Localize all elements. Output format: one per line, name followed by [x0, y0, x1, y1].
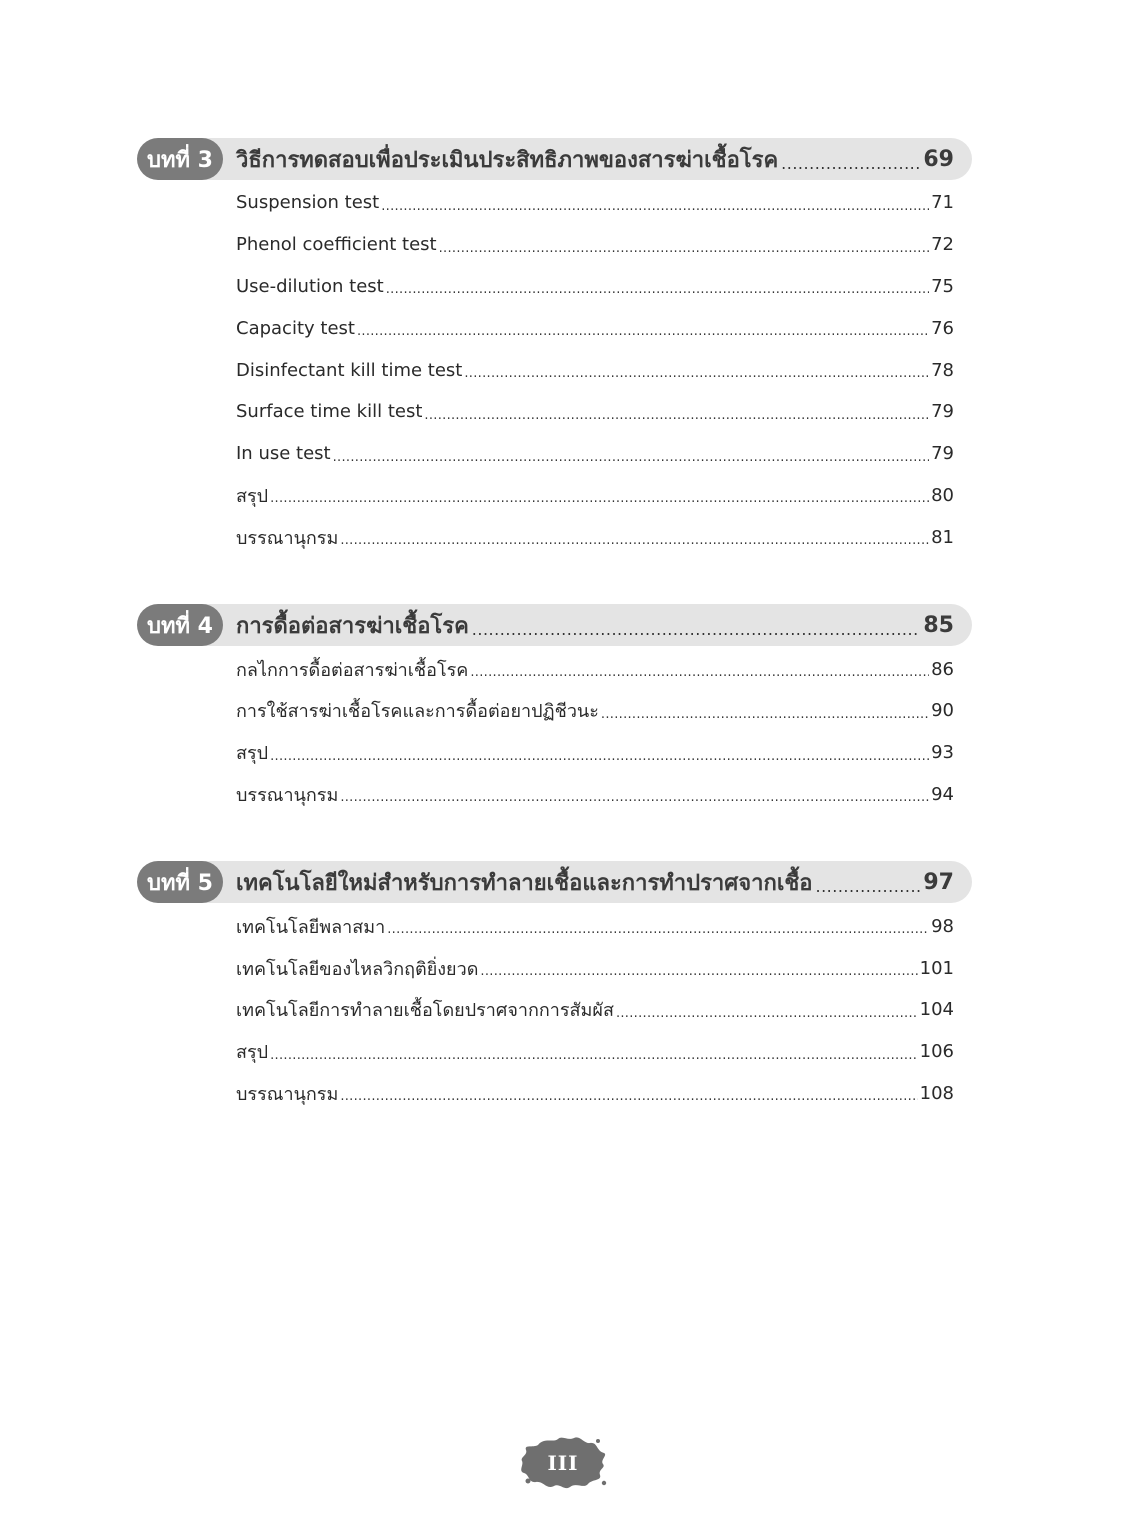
dot-leader [601, 709, 929, 732]
entry-title: บรรณานุกรม [236, 527, 339, 549]
dot-leader [270, 493, 929, 516]
chapter-title: วิธีการทดสอบเพื่อประเมินประสิทธิภาพของสารฆ่าเชื้อโรค [236, 147, 779, 173]
chapter-badge: บทที่ 3 [137, 138, 223, 180]
entry-title: สรุป [236, 485, 269, 507]
entry-title: สรุป [236, 743, 269, 765]
dot-leader [270, 751, 929, 774]
table-of-contents [137, 138, 972, 1160]
entry-page: 108 [919, 1082, 954, 1104]
entry-page: 72 [931, 234, 954, 256]
toc-entry[interactable] [137, 732, 972, 774]
entry-title: Surface time kill test [236, 401, 423, 423]
entry-title: สรุป [236, 1042, 269, 1064]
entry-title: การใช้สารฆ่าเชื้อโรคและการดื้อต่อยาปฏิชีวนะ [236, 701, 599, 723]
entry-title: บรรณานุกรม [236, 1083, 339, 1105]
toc-entry[interactable] [137, 989, 972, 1031]
dot-leader [270, 1050, 918, 1073]
entry-list [137, 648, 972, 815]
dot-leader [357, 326, 929, 349]
entry-page: 78 [931, 359, 954, 381]
entry-page: 104 [919, 999, 954, 1021]
toc-entry[interactable] [137, 1073, 972, 1115]
chapter-header[interactable] [137, 861, 972, 903]
toc-entry[interactable] [137, 349, 972, 391]
dot-leader [781, 158, 920, 180]
entry-page: 94 [931, 783, 954, 805]
entry-page: 98 [931, 915, 954, 937]
entry-page: 75 [931, 275, 954, 297]
entry-title: Capacity test [236, 317, 355, 339]
toc-entry[interactable] [137, 433, 972, 475]
entry-page: 79 [931, 443, 954, 465]
dot-leader [480, 966, 917, 989]
entry-title: บรรณานุกรม [236, 784, 339, 806]
dot-leader [387, 924, 929, 947]
entry-title: Disinfectant kill time test [236, 359, 463, 381]
chapter-3 [137, 138, 972, 558]
chapter-page: 69 [923, 146, 954, 172]
entry-title: In use test [236, 443, 331, 465]
toc-entry[interactable] [137, 905, 972, 947]
page-number: III [547, 1451, 579, 1475]
entry-page: 81 [931, 526, 954, 548]
chapter-page: 97 [923, 869, 954, 895]
toc-entry[interactable] [137, 774, 972, 816]
dot-leader [464, 368, 929, 391]
dot-leader [616, 1008, 918, 1031]
chapter-title: การดื้อต่อสารฆ่าเชื้อโรค [236, 613, 469, 639]
chapter-5 [137, 861, 972, 1114]
dot-leader [340, 1091, 917, 1114]
entry-title: เทคโนโลยีการทำลายเชื้อโดยปราศจากการสัมผัส [236, 1000, 614, 1022]
dot-leader [470, 667, 929, 690]
dot-leader [439, 243, 930, 266]
toc-entry[interactable] [137, 307, 972, 349]
toc-entry[interactable] [137, 182, 972, 224]
dot-leader [424, 410, 929, 433]
page-number-badge [518, 1435, 608, 1491]
entry-title: กลไกการดื้อต่อสารฆ่าเชื้อโรค [236, 659, 469, 681]
entry-page: 76 [931, 317, 954, 339]
entry-page: 101 [919, 957, 954, 979]
chapter-title-row [236, 861, 954, 903]
entry-page: 71 [931, 192, 954, 214]
chapter-title: เทคโนโลยีใหม่สำหรับการทำลายเชื้อและการทำปราศจากเชื้อ [236, 870, 813, 896]
dot-leader [333, 452, 930, 475]
toc-entry[interactable] [137, 648, 972, 690]
chapter-page: 85 [923, 612, 954, 638]
entry-list [137, 182, 972, 558]
entry-list [137, 905, 972, 1114]
dot-leader [381, 201, 929, 224]
entry-page: 93 [931, 742, 954, 764]
toc-entry[interactable] [137, 1031, 972, 1073]
chapter-header[interactable] [137, 138, 972, 180]
entry-page: 106 [919, 1041, 954, 1063]
chapter-badge: บทที่ 5 [137, 861, 223, 903]
toc-entry[interactable] [137, 224, 972, 266]
chapter-badge: บทที่ 4 [137, 604, 223, 646]
entry-title: เทคโนโลยีพลาสมา [236, 916, 386, 938]
entry-title: Use-dilution test [236, 275, 384, 297]
entry-page: 86 [931, 658, 954, 680]
entry-title: เทคโนโลยีของไหลวิกฤติยิ่งยวด [236, 958, 479, 980]
dot-leader [386, 284, 929, 307]
toc-entry[interactable] [137, 947, 972, 989]
dot-leader [472, 624, 921, 646]
chapter-title-row [236, 604, 954, 646]
toc-entry[interactable] [137, 391, 972, 433]
chapter-title-row [236, 138, 954, 180]
toc-entry[interactable] [137, 266, 972, 308]
dot-leader [815, 881, 920, 903]
entry-title: Phenol coefficient test [236, 234, 437, 256]
entry-page: 79 [931, 401, 954, 423]
entry-page: 80 [931, 484, 954, 506]
entry-page: 90 [931, 700, 954, 722]
dot-leader [340, 535, 929, 558]
toc-entry[interactable] [137, 690, 972, 732]
toc-entry[interactable] [137, 475, 972, 517]
toc-entry[interactable] [137, 516, 972, 558]
entry-title: Suspension test [236, 192, 380, 214]
chapter-4 [137, 604, 972, 815]
chapter-header[interactable] [137, 604, 972, 646]
dot-leader [340, 792, 929, 815]
